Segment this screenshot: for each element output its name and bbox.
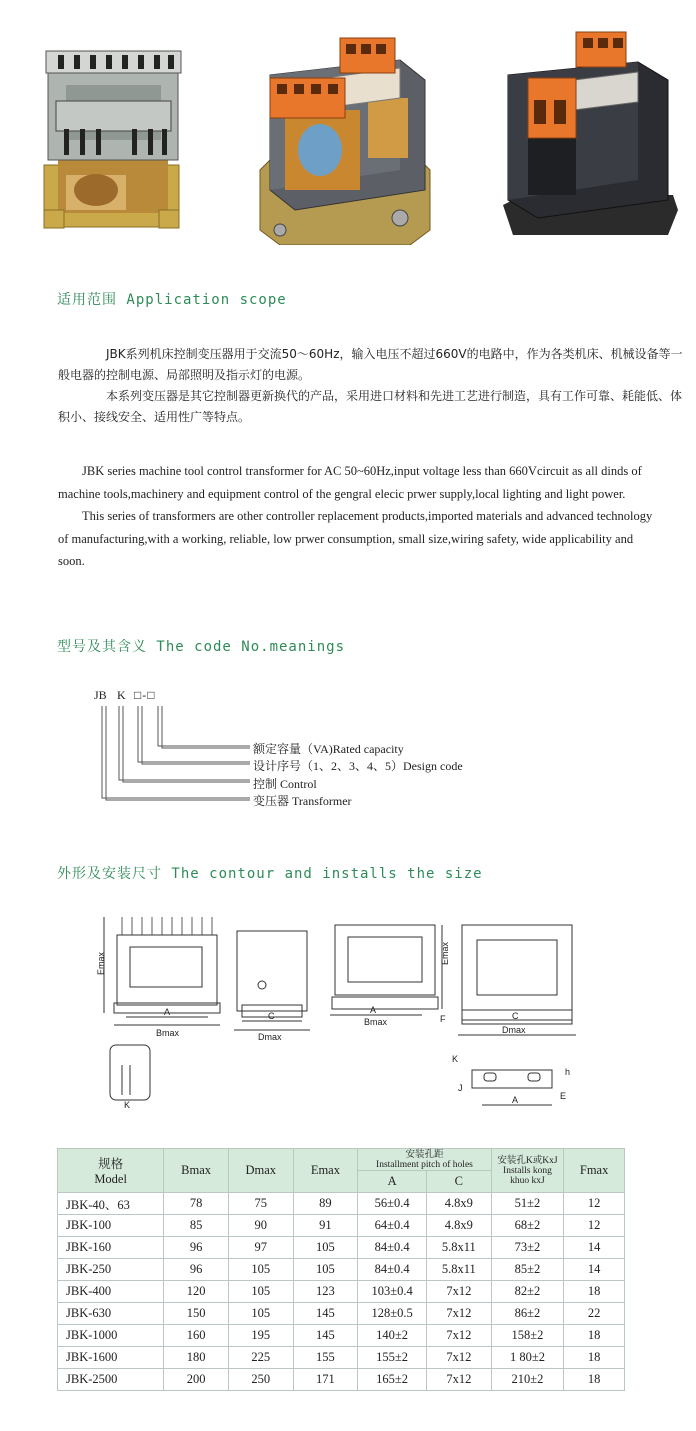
col-fmax: Fmax <box>564 1149 625 1193</box>
table-cell: 145 <box>293 1325 358 1347</box>
table-cell: 165±2 <box>358 1369 427 1391</box>
table-cell: 97 <box>228 1237 293 1259</box>
table-cell: 158±2 <box>491 1325 564 1347</box>
table-cell: 90 <box>228 1215 293 1237</box>
table-row <box>58 1325 625 1347</box>
col-c: C <box>426 1171 491 1193</box>
zh-paragraph: JBK系列机床控制变压器用于交流50～60Hz，输入电压不超过660V的电路中，作为各类机床、机械设备等一般电器的控制电源、局部照明及指示灯的电源。 <box>58 347 683 382</box>
table-cell: 120 <box>164 1281 229 1303</box>
code-prefix-jb: JB <box>94 688 107 702</box>
en-paragraph: JBK series machine tool control transformer for AC 50~60Hz,input voltage less than 660Vcircuit as all dinds of machine tools,machinery and equipment control of the gengral elecic prwer supply,local lighting and light power. <box>58 464 642 501</box>
transformer-photo-3 <box>498 20 683 245</box>
table-cell: 89 <box>293 1193 358 1215</box>
table-cell: 5.8x11 <box>426 1237 491 1259</box>
col-pitch-en: Installment pitch of holes <box>376 1159 473 1170</box>
table-cell: 128±0.5 <box>358 1303 427 1325</box>
table-cell: JBK-400 <box>58 1281 164 1303</box>
table-cell: 155 <box>293 1347 358 1369</box>
dim-j-6: J <box>458 1083 463 1093</box>
table-cell: 12 <box>564 1193 625 1215</box>
transformer-photo-2 <box>250 20 435 245</box>
table-cell: 140±2 <box>358 1325 427 1347</box>
table-cell: 75 <box>228 1193 293 1215</box>
table-cell: 171 <box>293 1369 358 1391</box>
dim-emax-1: Emax <box>96 951 106 975</box>
dim-a-1: A <box>164 1007 171 1017</box>
table-cell: 5.8x11 <box>426 1259 491 1281</box>
table-cell: 105 <box>293 1259 358 1281</box>
dim-a-6: A <box>512 1095 519 1105</box>
dim-c-2: C <box>268 1011 275 1021</box>
table-cell: 105 <box>228 1303 293 1325</box>
code-meaning-heading: 型号及其含义 The code No.meanings <box>57 639 346 655</box>
table-cell: 85±2 <box>491 1259 564 1281</box>
table-cell: JBK-40、63 <box>58 1193 164 1215</box>
table-cell: 103±0.4 <box>358 1281 427 1303</box>
table-cell: JBK-250 <box>58 1259 164 1281</box>
col-emax: Emax <box>293 1149 358 1193</box>
code-diagram <box>90 686 530 811</box>
dim-f-3: F <box>440 1014 446 1024</box>
table-cell: 96 <box>164 1259 229 1281</box>
table-cell: 22 <box>564 1303 625 1325</box>
table-row <box>58 1193 625 1215</box>
table-cell: JBK-2500 <box>58 1369 164 1391</box>
table-cell: 85 <box>164 1215 229 1237</box>
table-cell: 7x12 <box>426 1325 491 1347</box>
table-cell: 225 <box>228 1347 293 1369</box>
col-model-zh: 规格 <box>98 1157 124 1171</box>
dim-dmax-2: Dmax <box>258 1032 282 1042</box>
table-cell: 14 <box>564 1259 625 1281</box>
dim-bmax-1: Bmax <box>156 1028 180 1038</box>
dim-bmax-3: Bmax <box>364 1017 388 1027</box>
table-cell: JBK-160 <box>58 1237 164 1259</box>
dim-emax-3: Emax <box>440 941 450 965</box>
table-cell: 160 <box>164 1325 229 1347</box>
table-cell: 84±0.4 <box>358 1237 427 1259</box>
zh-paragraph: 本系列变压器是其它控制器更新换代的产品，采用进口材料和先进工艺进行制造，具有工作可靠、耗能低、体积小、接线安全、适用性广等特点。 <box>58 389 683 424</box>
table-cell: 18 <box>564 1325 625 1347</box>
col-a: A <box>358 1171 427 1193</box>
table-cell: 145 <box>293 1303 358 1325</box>
table-row <box>58 1259 625 1281</box>
table-cell: 56±0.4 <box>358 1193 427 1215</box>
dim-c-4: C <box>512 1011 519 1021</box>
table-cell: 18 <box>564 1369 625 1391</box>
code-label-control: 控制 Control <box>253 777 317 791</box>
table-cell: 82±2 <box>491 1281 564 1303</box>
application-zh-text <box>58 344 686 428</box>
contour-heading: 外形及安装尺寸 The contour and installs the size <box>57 866 483 882</box>
table-cell: 105 <box>228 1259 293 1281</box>
col-dmax: Dmax <box>228 1149 293 1193</box>
code-label-rated-capacity: 额定容量（VA)Rated capacity <box>253 742 404 756</box>
col-kxj-en1: Installs kong <box>503 1165 552 1176</box>
dim-h-6: h <box>565 1067 571 1077</box>
application-scope-heading: 适用范围 Application scope <box>57 292 287 308</box>
table-cell: 96 <box>164 1237 229 1259</box>
table-cell: 12 <box>564 1215 625 1237</box>
code-prefix-k: K <box>117 688 126 702</box>
table-row <box>58 1237 625 1259</box>
code-label-transformer: 变压器 Transformer <box>253 794 352 808</box>
table-cell: 105 <box>228 1281 293 1303</box>
col-pitch-zh: 安装孔距 <box>405 1149 444 1160</box>
table-row <box>58 1347 625 1369</box>
dim-dmax-4: Dmax <box>502 1025 526 1035</box>
table-cell: 200 <box>164 1369 229 1391</box>
table-cell: 210±2 <box>491 1369 564 1391</box>
col-kxj-zh: 安装孔K或KxJ <box>497 1155 558 1166</box>
table-cell: 180 <box>164 1347 229 1369</box>
table-cell: 155±2 <box>358 1347 427 1369</box>
col-pitch <box>358 1149 491 1171</box>
table-cell: 4.8x9 <box>426 1193 491 1215</box>
table-cell: 68±2 <box>491 1215 564 1237</box>
table-cell: 7x12 <box>426 1303 491 1325</box>
spec-table <box>57 1148 625 1391</box>
dim-k-6: K <box>452 1054 459 1064</box>
dim-e-6: E <box>560 1091 567 1101</box>
col-kxj <box>491 1149 564 1193</box>
code-label-design-code: 设计序号（1、2、3、4、5）Design code <box>253 759 463 773</box>
code-leader-lines <box>90 686 260 811</box>
table-cell: 7x12 <box>426 1347 491 1369</box>
dimension-drawings <box>92 905 592 1125</box>
col-model <box>58 1149 164 1193</box>
table-cell: 1 80±2 <box>491 1347 564 1369</box>
col-bmax: Bmax <box>164 1149 229 1193</box>
table-cell: 18 <box>564 1347 625 1369</box>
table-cell: 64±0.4 <box>358 1215 427 1237</box>
table-cell: 84±0.4 <box>358 1259 427 1281</box>
table-cell: 250 <box>228 1369 293 1391</box>
application-en-text <box>58 460 658 573</box>
col-model-en: Model <box>94 1172 127 1186</box>
table-row <box>58 1369 625 1391</box>
table-row <box>58 1281 625 1303</box>
table-cell: 123 <box>293 1281 358 1303</box>
table-cell: 14 <box>564 1237 625 1259</box>
table-cell: 7x12 <box>426 1369 491 1391</box>
table-cell: 73±2 <box>491 1237 564 1259</box>
table-cell: 150 <box>164 1303 229 1325</box>
table-row <box>58 1303 625 1325</box>
table-cell: JBK-1000 <box>58 1325 164 1347</box>
table-cell: 4.8x9 <box>426 1215 491 1237</box>
dim-k-5: K <box>124 1100 131 1110</box>
table-cell: JBK-630 <box>58 1303 164 1325</box>
table-cell: JBK-1600 <box>58 1347 164 1369</box>
table-cell: 91 <box>293 1215 358 1237</box>
col-kxj-en2: khuo kxJ <box>510 1175 545 1186</box>
table-cell: 7x12 <box>426 1281 491 1303</box>
table-cell: 105 <box>293 1237 358 1259</box>
table-row <box>58 1215 625 1237</box>
table-cell: 18 <box>564 1281 625 1303</box>
en-paragraph: This series of transformers are other controller replacement products,imported materials and advanced technology of manufacturing,with a working, reliable, low prwer consumption, small size,wiring safety, wide applicability and soon. <box>58 509 653 568</box>
code-boxes: □-□ <box>134 688 156 702</box>
table-cell: 86±2 <box>491 1303 564 1325</box>
table-cell: 195 <box>228 1325 293 1347</box>
table-cell: 51±2 <box>491 1193 564 1215</box>
transformer-photo-1 <box>36 20 191 245</box>
dim-a-3: A <box>370 1005 377 1015</box>
table-cell: JBK-100 <box>58 1215 164 1237</box>
table-cell: 78 <box>164 1193 229 1215</box>
